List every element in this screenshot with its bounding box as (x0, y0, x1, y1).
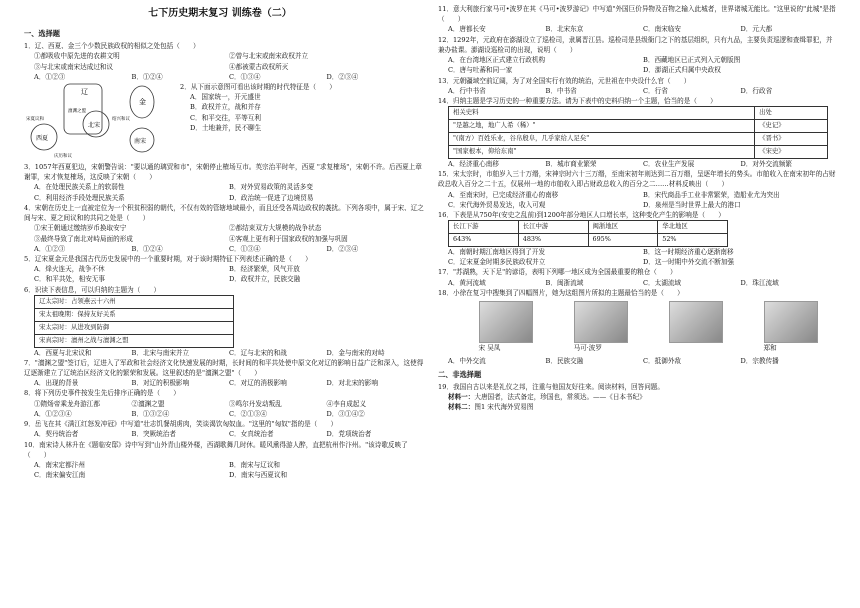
option: C．唐与吐蕃和同一家 (448, 66, 513, 75)
option: B．①②④ (131, 72, 163, 81)
table-cell: 483% (518, 234, 588, 247)
question-12 (438, 35, 838, 76)
table-header: 华北地区 (658, 221, 728, 234)
option: B．①③②④ (131, 409, 170, 418)
diagram-label: 西夏 (36, 135, 49, 143)
option: A．经济重心南移 (448, 159, 499, 168)
question-stem: 11．意大利旅行家马可•波罗在其《马可•波罗游记》中写道"外国巨价异物及百物之输入此城者，世界诸城无能比。"这里说的"此城"是指（ ） (438, 5, 836, 24)
option: A．南朝时期江南地区得到了开发 (448, 248, 546, 257)
question-16 (438, 210, 838, 268)
question-8 (24, 388, 424, 419)
option: B．突厥统治者 (131, 430, 176, 439)
option: C．行省 (643, 86, 668, 95)
option: C．辽与北宋的和战 (229, 348, 287, 357)
option: B．经济繁荣，风气开放 (229, 265, 300, 274)
option: D．行政省 (740, 86, 773, 95)
option: C．利用经济手段处理民族关系 (34, 193, 125, 202)
option: C．①③④ (229, 72, 261, 81)
option: D．②③④ (326, 244, 359, 253)
question-14 (438, 96, 838, 169)
option: A．南宋定都汴州 (34, 460, 85, 469)
option: D．元大都 (740, 25, 773, 34)
question-17 (438, 267, 838, 287)
question-stem: 15．宋太宗时，市舶岁入三十万缗，宋神宗时六十三万缗，至南宋初年则达到二百万缗，呈逐年增长的势头。市舶收入在南宋初年的占财政总收入百分之二十五，仅展州一地的市舶收入即占财政总收入的百分之二……材料反映出（ ） (438, 170, 836, 189)
statement: ①宋王朝通过缴纳岁币换取安宁 (34, 224, 127, 233)
option: D．这一时期中外交流不断加强 (643, 258, 735, 267)
option: A．中外交流 (448, 357, 486, 366)
statement: ④都被蒙古政权所灭 (229, 62, 289, 71)
option: A．黄河流域 (448, 278, 486, 287)
option: C．①③④ (229, 244, 261, 253)
option: D．对外交流频繁 (740, 159, 792, 168)
option: D．珠江流域 (740, 278, 779, 287)
option: C．和平交往，平等互利 (190, 113, 261, 122)
material-label: 材料一： (448, 392, 475, 401)
table-cell: 《晋书》 (755, 133, 828, 146)
table-header: 相关史料 (449, 107, 755, 120)
option: B．中书省 (545, 86, 577, 95)
question-11 (438, 4, 838, 35)
option: C．太湖流域 (643, 278, 682, 287)
question-9 (24, 419, 424, 439)
statement: ④客观上更有利于国家政权的加强与巩固 (229, 234, 348, 243)
image-caption: 马可·波罗 (573, 344, 602, 353)
question-stem: 16．下表是从750年(安史之乱前)到1200年部分地区人口增长率，这种变化产生的影响是（ ） (438, 210, 725, 219)
question-stem: 10．南宋诗人林升在《题临安邸》诗中写到"山外青山楼外楼，西湖歌舞几时休。暖风熏得游人醉，直把杭州作汴州。"该诗歌反映了（ ） (24, 440, 408, 459)
option: A．契丹统治者 (34, 430, 79, 439)
table-header: 长江下游 (449, 221, 519, 234)
question-7 (24, 358, 424, 389)
question-stem: 4．宋朝在历史上一直被定位为一个积贫积弱的朝代，不仅有效的管辖地域最小，而且还受各周边政权的袭扰。下列各项中，属于宋、辽之间与宋、夏之间议和的共同之处是（ ） (24, 203, 424, 223)
diagram-label: 南宋 (134, 138, 147, 146)
option: B．北宋与南宋并立 (131, 348, 190, 357)
diagram-label: 辽 (81, 88, 88, 97)
option: B．①②④ (131, 244, 163, 253)
option: A．西夏与北宋议和 (34, 348, 92, 357)
table-header: 长江中游 (518, 221, 588, 234)
diagram-label: 庆历和议 (54, 154, 72, 160)
option: B．政权并立，战和并存 (190, 103, 261, 112)
diagram-label: 宋夏议和 (26, 117, 44, 123)
table-cell: 643% (449, 234, 519, 247)
table-cell: 《宋史》 (755, 145, 828, 158)
portrait-image (574, 301, 628, 343)
option: A．烽火连天，战争不休 (34, 265, 105, 274)
population-table (448, 220, 728, 247)
option: B．西藏地区已正式列入元朝版图 (643, 56, 741, 65)
option: B．对辽的积极影响 (131, 379, 190, 388)
table-cell: 宋太祖晚期：保持友好关系 (35, 308, 234, 321)
option: C．辽宋夏金时期多民族政权并立 (448, 258, 546, 267)
question-5 (24, 254, 424, 285)
statement: ③最终导致了南北对峙局面的形成 (34, 234, 133, 243)
source-table (448, 106, 828, 159)
option: B．城市商业繁荣 (545, 159, 597, 168)
option: B．闽浙流域 (545, 278, 584, 287)
picture-row (458, 301, 838, 353)
question-stem: 3．1057年西夏犯边，宋朝警告说："要以通的璃贸和市"，宋朝停止榷场互市。英宗治平时年，西夏 "求复榷场"，宋朝不许。后西夏上章谢罪，宋才恢复榷场，这反映了宋朝（ ） (24, 163, 422, 182)
section-heading: 一、选择题 (24, 29, 60, 38)
statement: ③鸣尔丹发动叛乱 (229, 399, 282, 408)
portrait-image (669, 301, 723, 343)
statement: ③与北宋或南宋达成过和议 (34, 62, 114, 71)
table-cell: "国家根本，仰给东南" (449, 145, 755, 158)
table-header: 闽浙地区 (588, 221, 658, 234)
diagram-label: 北宋 (88, 122, 101, 130)
option: A．在台湾地区正式建立行政机构 (448, 56, 546, 65)
material-text: 图1 宋代海外贸易图 (474, 403, 534, 412)
table-cell: 《史记》 (755, 120, 828, 133)
question-2 (24, 82, 424, 162)
question-19 (438, 382, 838, 413)
image-caption: 郑和 (763, 344, 777, 353)
option: B．南宋与辽议和 (229, 460, 281, 469)
question-15 (438, 169, 838, 210)
question-stem: 7．"澶渊之盟"签订后，辽进入了军政和社会经济文化快速发展的时期，长时间的和平共处使中原文化对辽的影响日益广泛和深入，这使得辽逐渐建立了辽统治区经济文化的繁荣和发展。这里叙述的是"澶渊之盟"（ ） (24, 358, 424, 377)
option: D．泉州是当时世界上最大的港口 (643, 200, 741, 209)
statement: ②澶渊之盟 (131, 399, 165, 408)
image-caption: 宋 吴凤 (478, 344, 501, 353)
statement: ①隋炀帝乘龙舟游江都 (34, 399, 100, 408)
option: C．对辽的消极影响 (229, 379, 287, 388)
statement: ①都吸收中原先进的农耕文明 (34, 52, 120, 61)
portrait-image (764, 301, 818, 343)
option: B．这一时期经济重心逐渐南移 (643, 248, 734, 257)
question-18 (438, 288, 838, 367)
table-cell: "是越之地，地广人希（稀）" (449, 120, 755, 133)
option: C．②①③④ (229, 409, 268, 418)
question-3 (24, 162, 424, 203)
question-stem: 1．辽、西夏、金三个少数民族政权的相似之处包括（ ） (24, 42, 200, 51)
question-1 (24, 41, 424, 82)
option: A．国家统一，开元盛世 (190, 93, 261, 102)
option: D．澎湖正式归属中央政权 (643, 66, 721, 75)
option: A．①②③④ (34, 409, 72, 418)
table-cell: 宋真宗时：澶州之战与澶渊之盟 (35, 334, 234, 347)
table-cell: 辽太宗时：占领燕云十六州 (35, 295, 234, 308)
option: B．宋代商品手工业非常繁荣，造船业尤为突出 (643, 190, 780, 199)
material-text: 大唐国者，法式备定，珍国也，常须达。——《日本书纪》 (474, 392, 646, 401)
question-stem: 17．"苏湖熟，天下足"的谚语，表明下列哪一地区成为全国最重要的粮仓（ ） (438, 268, 677, 277)
option: A．行中书省 (448, 86, 486, 95)
table-header: 出处 (755, 107, 828, 120)
question-4 (24, 203, 424, 254)
option: D．③①④② (326, 409, 365, 418)
option: A．至南宋时，已完成经济重心的南移 (448, 190, 559, 199)
option: D．土地兼并，民不聊生 (190, 123, 262, 132)
question-stem: 9．岳飞在其《满江红怒发冲冠》中写道"壮志饥餐胡虏肉，笑谈渴饮匈奴血。"这里的"匈奴"指的是（ ） (24, 420, 338, 429)
left-column (24, 26, 424, 480)
option: C．农业生产发展 (643, 159, 695, 168)
option: C．和平共处，相安无事 (34, 275, 105, 284)
table-cell: "(南方）百姓乐业，谷帛殷阜，几乎家给人足矣" (449, 133, 755, 146)
option: D．②③④ (326, 72, 359, 81)
question-10 (24, 440, 424, 481)
statement: ④李自成起义 (326, 399, 367, 408)
diagram-label: 澶渊之盟 (68, 109, 86, 115)
question-stem: 18．小徐在复习中搜集到了四幅图片，她为这组图片所拟的主题最恰当的是（ ） (438, 288, 684, 297)
question-13 (438, 76, 838, 96)
table-cell: 52% (658, 234, 728, 247)
option: A．①②③ (34, 244, 66, 253)
option: C．宋代海外贸易发达，收入可观 (448, 200, 546, 209)
option: D．金与南宋的对峙 (326, 348, 385, 357)
question-stem: 12．1292年，元政府在澎湖设立了巡检司，隶属晋江县。巡检司是县级衙门之下的基层组织，只有九品，主要负责巡逻和查缉罪犯，并兼办盐课。澎湖设巡检司的出现，说明（ ） (438, 35, 833, 54)
question-stem: 13．元朝疆域空前辽阔，为了对全国实行有效的统治，元世祖在中央设什么官（ ） (438, 76, 691, 85)
option: D．政治统一促进了边境贸易 (229, 193, 314, 202)
question-stem: 5．辽宋夏金元是我国古代历史发展中的一个重要时期，对于该时期特征下列表述正确的是（ ） (24, 255, 312, 263)
question-stem: 6．识读下表信息，可以归纳的主题为（ ） (24, 285, 161, 294)
table-cell: 宋太宗时：从进攻到防御 (35, 321, 234, 334)
statement: ②都结束双方大规模的战争状态 (229, 224, 322, 233)
question-stem: 2．从下面示意图可看出该时期的时代特征是（ ） (180, 83, 336, 92)
option: D．南宋与西夏议和 (229, 471, 288, 480)
option: D．对北宋的影响 (326, 379, 378, 388)
question-6 (24, 285, 424, 358)
info-table (34, 295, 234, 348)
question-stem: 14．归纳主题是学习历史的一种重要方法。请为下表中的史料归纳一个主题，恰当的是（ ） (438, 96, 717, 105)
option: C．抵御外敌 (643, 357, 682, 366)
table-cell: 695% (588, 234, 658, 247)
option: A．①②③ (34, 72, 66, 81)
right-column (438, 4, 838, 412)
option: D．宗教传播 (740, 357, 779, 366)
option: D．党项统治者 (326, 430, 372, 439)
option: D．政权并立，民族交融 (229, 275, 301, 284)
relation-diagram (24, 82, 174, 162)
option: A．唐都长安 (448, 25, 486, 34)
option: C．女真统治者 (229, 430, 274, 439)
option: B．对外贸易政策的灵活多变 (229, 183, 313, 192)
option: A．出现的背景 (34, 379, 79, 388)
page-title: 七下历史期末复习 训练卷（二） (148, 8, 292, 19)
statement: ②曾与北宋或南宋政权并立 (229, 52, 309, 61)
option: B．民族交融 (545, 357, 584, 366)
option: A．在处理民族关系上的软弱性 (34, 183, 125, 192)
question-stem: 8．将下列历史事件按发生先后排序正确的是（ ） (24, 389, 180, 398)
option: C．南宋偏安江南 (34, 471, 86, 480)
material-label: 材料二： (448, 403, 475, 412)
option: C．南宋临安 (643, 25, 682, 34)
diagram-label: 绍兴和议 (112, 117, 130, 123)
diagram-label: 金 (139, 98, 146, 107)
section-heading: 二、非选择题 (438, 369, 482, 379)
question-stem: 19．我国自古以来是礼仪之邦，注重与他国友好往来。阅读材料，回答问题。 (438, 382, 664, 391)
portrait-image (479, 301, 533, 343)
option: B．北宋东京 (545, 25, 584, 34)
